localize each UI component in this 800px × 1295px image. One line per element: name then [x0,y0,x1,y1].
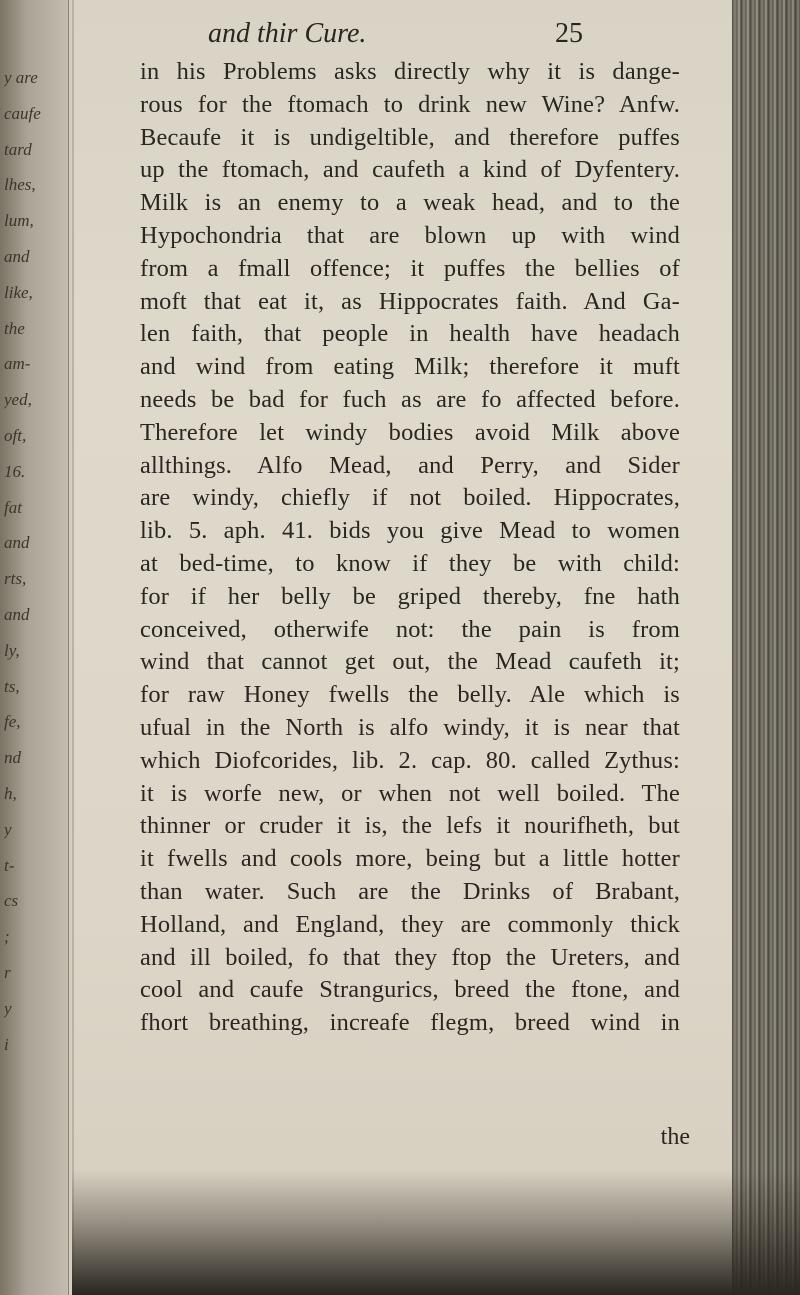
text-line: up the ftomach, and caufeth a kind of Dyfentery. [140,156,680,184]
margin-word: tard [4,139,32,159]
catchword: the [660,1124,690,1150]
margin-word: oft, [4,425,27,445]
text-line: cool and caufe Strangurics, breed the ftone, and [140,976,680,1004]
margin-word: y are [4,68,38,87]
margin-word: rts, [4,569,27,589]
text-line: from a fmall offence; it puffes the bellies of [140,254,680,282]
text-line: it fwells and cools more, being but a little hotter [140,845,680,873]
margin-word: t- [4,855,15,875]
margin-word: ts, [4,676,20,696]
margin-word: and [4,533,30,553]
text-line: rous for the ftomach to drink new Wine? Anfw. [140,90,680,118]
text-line: ufual in the North is alfo windy, it is near that [140,713,680,741]
text-line: Hypochondria that are blown up with wind [140,221,680,249]
text-line: and ill boiled, fo that they ftop the Ureters, and [140,943,680,971]
text-line: it is worfe new, or when not well boiled. The [140,779,680,807]
text-line: and wind from eating Milk; therefore it muft [140,353,680,381]
page-number: 25 [555,18,583,49]
margin-word: fe, [4,712,21,732]
text-line: allthings. Alfo Mead, and Perry, and Sider [140,451,680,479]
text-line: for raw Honey fwells the belly. Ale which is [140,681,680,709]
text-line: moft that eat it, as Hippocrates faith. And Ga- [140,287,680,315]
text-line: Holland, and England, they are commonly thick [140,910,680,938]
text-line: than water. Such are the Drinks of Brabant, [140,877,680,905]
text-line: Becaufe it is undigeltible, and therefore puffes [140,123,680,151]
page-header [150,18,583,54]
margin-word: r [4,962,11,982]
previous-page-edge [0,0,69,1295]
text-line: needs be bad for fuch as are fo affected before. [140,385,680,413]
margin-word: the [4,318,25,338]
page-fore-edge [732,0,800,1295]
text-line: Milk is an enemy to a weak head, and to the [140,189,680,217]
margin-word: fat [4,497,22,517]
margin-word: ; [4,927,10,947]
page-bottom-shadow [72,1170,800,1295]
margin-word: am- [4,354,31,374]
text-line: len faith, that people in health have headach [140,320,680,348]
margin-word: y [4,998,12,1018]
margin-word: like, [4,282,33,302]
previous-page-margin-text [4,60,64,1062]
text-line: for if her belly be griped thereby, fne hath [140,582,680,610]
text-line: thinner or cruder it is, the lefs it nourifheth, but [140,812,680,840]
margin-word: and [4,246,30,266]
margin-word: h, [4,783,17,803]
margin-word: lhes, [4,175,36,195]
text-line: lib. 5. aph. 41. bids you give Mead to women [140,517,680,545]
text-line: fhort breathing, increafe flegm, breed wind in [140,1009,680,1037]
margin-word: nd [4,748,21,768]
text-line: at bed-time, to know if they be with child: [140,549,680,577]
margin-word: and [4,604,30,624]
margin-word: cs [4,891,19,911]
margin-word: yed, [4,390,32,410]
margin-word: i [4,1034,9,1054]
margin-word: lum, [4,211,34,231]
running-title: and thir Cure. [208,18,367,49]
text-line: are windy, chiefly if not boiled. Hippocrates, [140,484,680,512]
text-line: in his Problems asks directly why it is dange- [140,58,680,85]
margin-word: 16. [4,461,26,481]
margin-word: y [4,819,12,839]
body-text [140,56,680,1040]
text-line: wind that cannot get out, the Mead caufeth it; [140,648,680,676]
margin-word: ly, [4,640,20,660]
text-line: Therefore let windy bodies avoid Milk above [140,418,680,446]
text-line: conceived, otherwife not: the pain is from [140,615,680,643]
text-line: which Diofcorides, lib. 2. cap. 80. called Zythus: [140,746,680,774]
margin-word: caufe [4,103,41,123]
